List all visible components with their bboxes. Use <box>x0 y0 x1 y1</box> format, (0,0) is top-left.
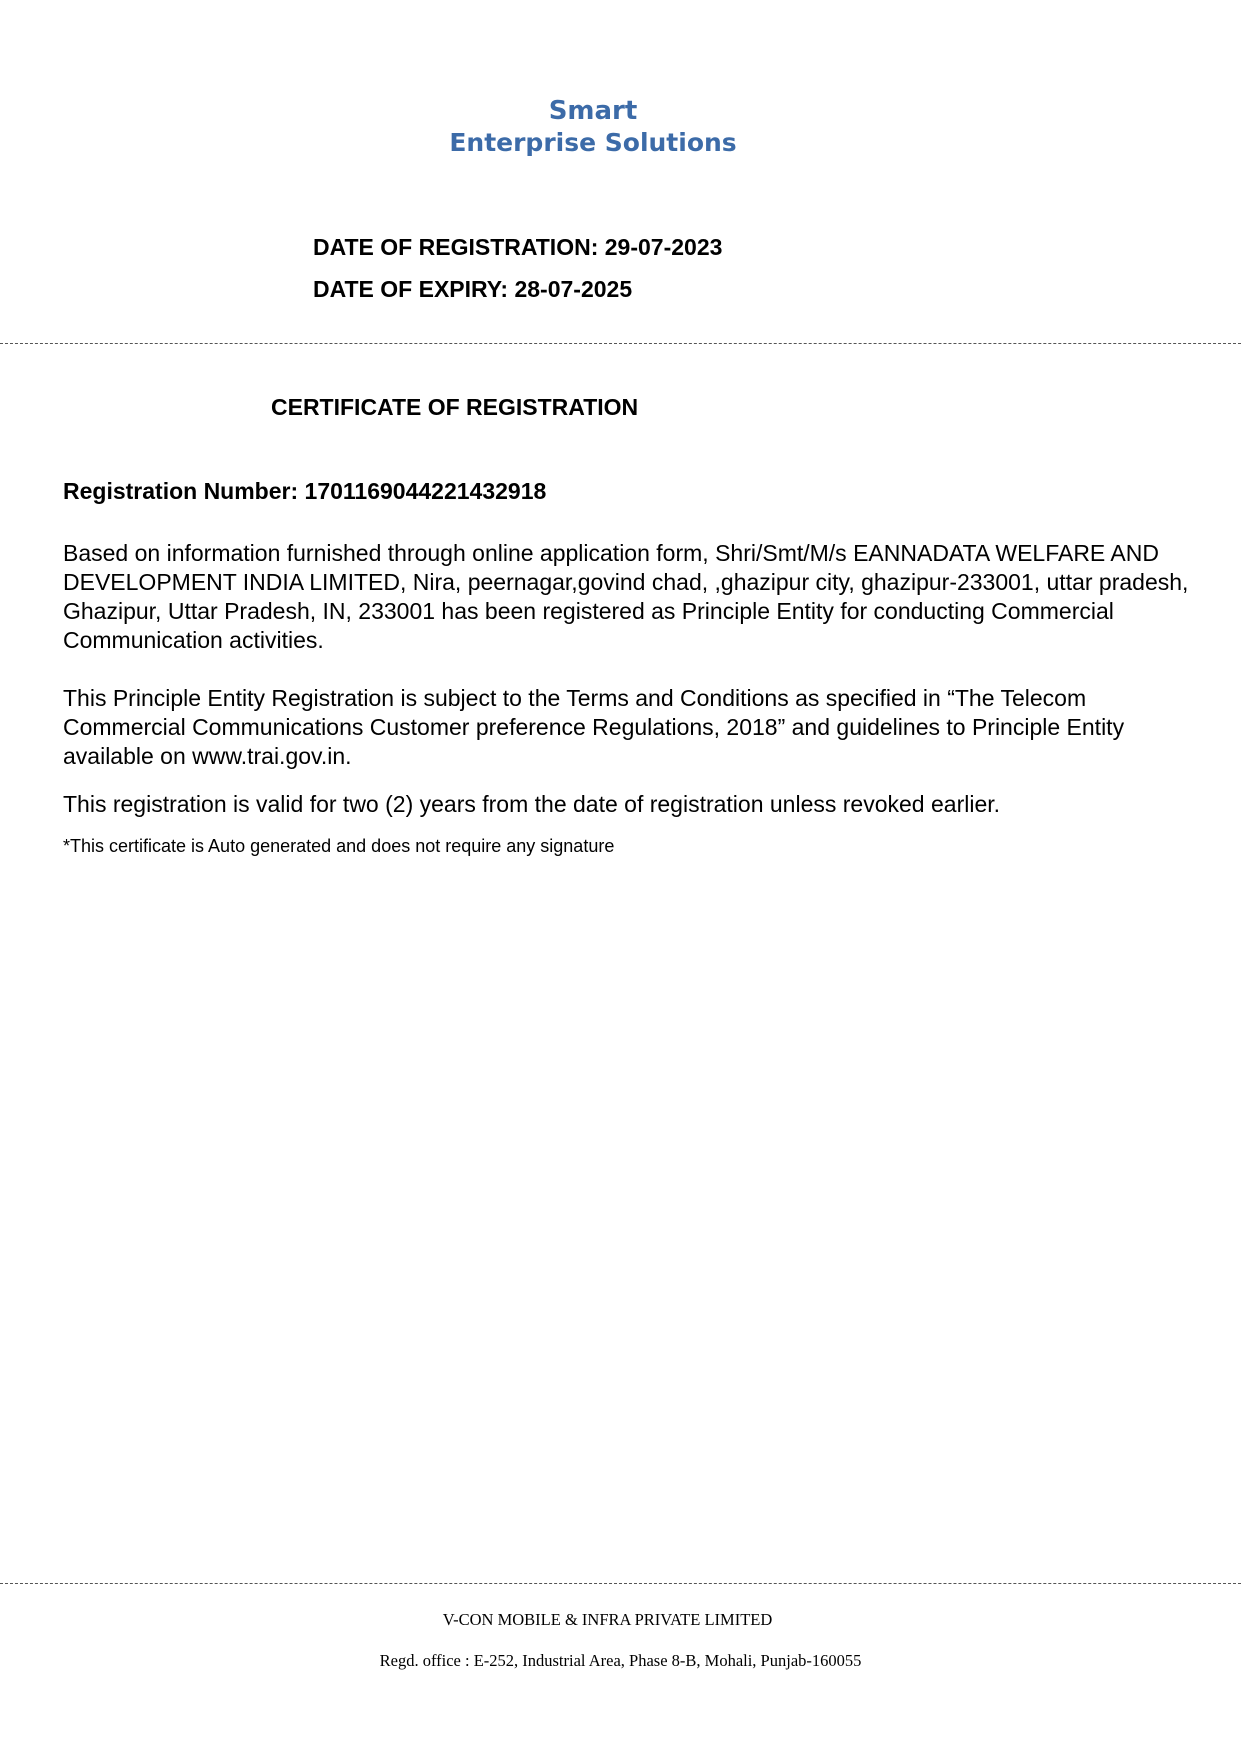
terms-paragraph: This Principle Entity Registration is subject to the Terms and Conditions as specified in “The Telecom Commercial Communications Customer preference Regulations, 2018” and guidelines to Principle Entity available on www.trai.gov.in. <box>63 685 1125 769</box>
footer-company-name: V-CON MOBILE & INFRA PRIVATE LIMITED <box>442 1610 773 1629</box>
registration-number: Registration Number: 1701169044221432918 <box>63 478 547 504</box>
date-of-registration: DATE OF REGISTRATION: 29-07-2023 <box>313 234 723 260</box>
dates-block <box>313 226 722 310</box>
date-of-expiry: DATE OF EXPIRY: 28-07-2025 <box>313 276 633 302</box>
auto-generated-note: *This certificate is Auto generated and does not require any signature <box>63 836 615 856</box>
registration-details-paragraph: Based on information furnished through online application form, Shri/Smt/M/s EANNADATA WELFARE AND DEVELOPMENT INDIA LIMITED, Nira, peernagar,govind chad, ,ghazipur city, ghazipur-233001, uttar pradesh, Ghazipur, Uttar Pradesh, IN, 233001 has been registered as Principle Entity for conducting Commercial Communication activities. <box>63 540 1189 653</box>
divider-top <box>0 343 1241 344</box>
logo <box>0 96 1186 158</box>
certificate-body <box>63 477 1213 858</box>
logo-line-1: Smart <box>548 96 638 126</box>
footer-address: Regd. office : E-252, Industrial Area, Phase 8-B, Mohali, Punjab-160055 <box>379 1651 862 1670</box>
certificate-title: CERTIFICATE OF REGISTRATION <box>271 394 639 420</box>
divider-bottom <box>0 1583 1241 1584</box>
validity-paragraph: This registration is valid for two (2) years from the date of registration unless revoked earlier. <box>63 791 1001 817</box>
logo-line-2: Enterprise Solutions <box>449 128 737 157</box>
